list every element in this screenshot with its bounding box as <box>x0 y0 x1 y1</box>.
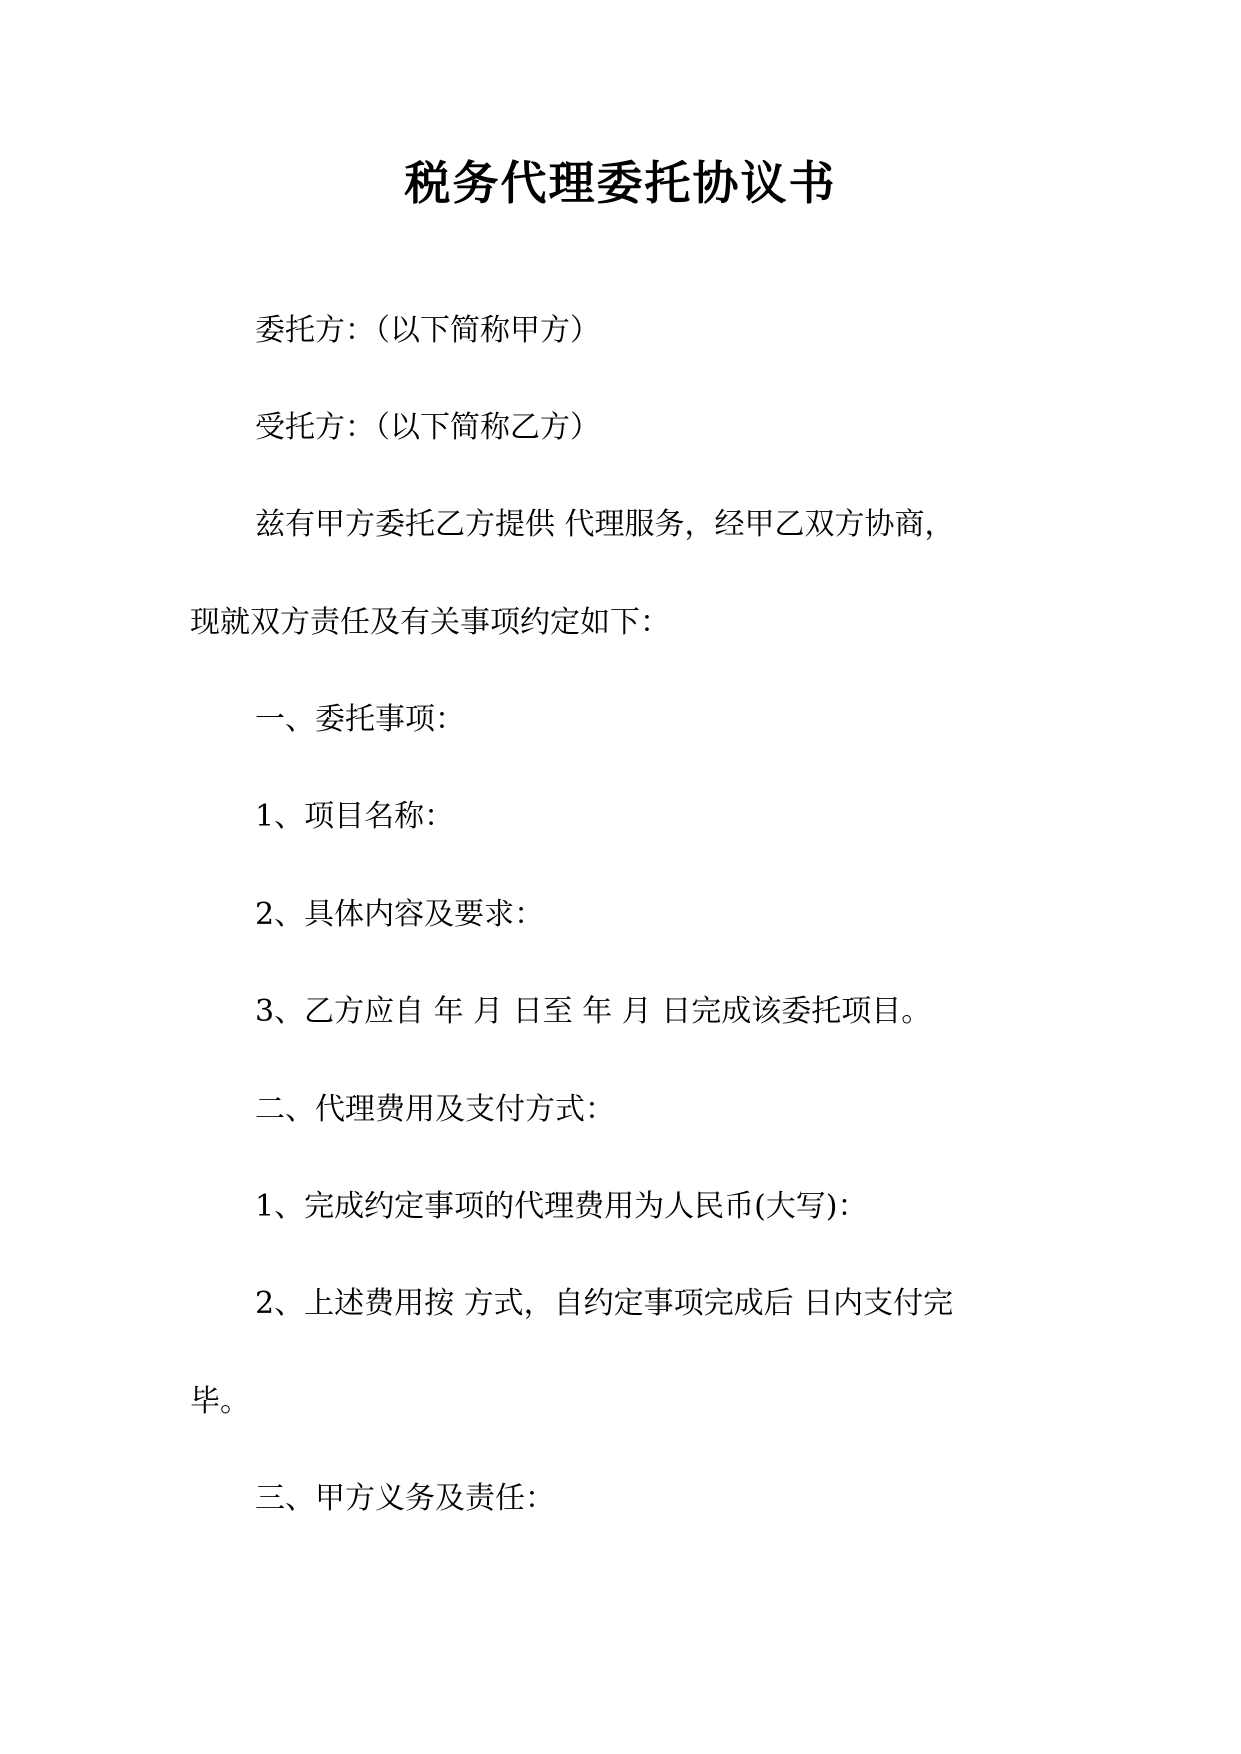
section-heading-2: 二、代理费用及支付方式： <box>255 1092 615 1127</box>
section-heading-1: 一、委托事项： <box>255 702 465 737</box>
clause-1-1: 1、项目名称： <box>255 799 455 834</box>
clause-2-1: 1、完成约定事项的代理费用为人民币(大写)： <box>255 1189 868 1224</box>
client-line: 委托方：（以下简称甲方） <box>255 313 600 348</box>
preamble-line-1: 兹有甲方委托乙方提供 代理服务，经甲乙双方协商， <box>255 507 955 542</box>
clause-1-2: 2、具体内容及要求： <box>255 897 545 932</box>
document-title: 税务代理委托协议书 <box>404 156 837 210</box>
preamble-line-2: 现就双方责任及有关事项约定如下： <box>190 605 670 640</box>
clause-2-2-line-2: 毕。 <box>190 1384 250 1419</box>
clause-1-3: 3、乙方应自 年 月 日至 年 月 日完成该委托项目。 <box>255 994 932 1029</box>
section-heading-3: 三、甲方义务及责任： <box>255 1481 555 1516</box>
agent-line: 受托方：（以下简称乙方） <box>255 410 600 445</box>
clause-2-2-line-1: 2、上述费用按 方式，自约定事项完成后 日内支付完 <box>255 1286 954 1321</box>
